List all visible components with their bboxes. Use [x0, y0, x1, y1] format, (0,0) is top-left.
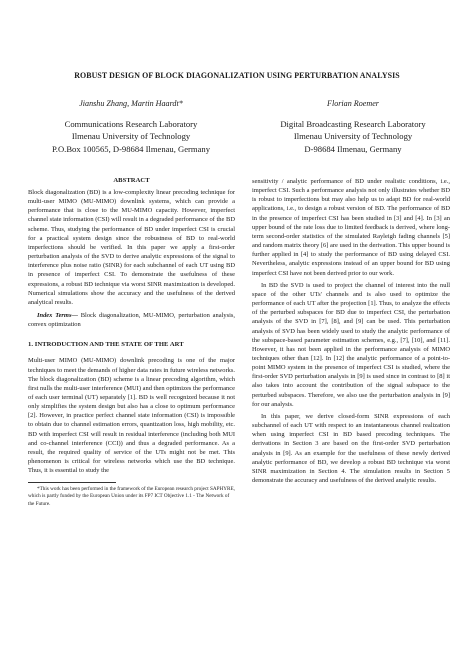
author-block-left [24, 98, 238, 155]
abstract-heading: ABSTRACT [113, 177, 150, 184]
paper-title: ROBUST DESIGN OF BLOCK DIAGONALIZATION USING PERTURBATION ANALYSIS [74, 71, 400, 80]
section1-paragraph: Multi-user MIMO (MU-MIMO) downlink precoding is one of the major techniques to meet the demands of higher data rates in future wireless networks. The block diagonalization (BD) scheme is a linear precoding algorithm, which first nulls the multi-user interference (MUI) and then optimizes the performance of each user terminal (UT) separately [1]. BD is well recognized because it not only simplifies the system design but also has a close to optimum performance [2]. However, in practice perfect channel state information (CSI) is impossible to obtain due to channel estimation errors, quantization loss, high mobility, etc. BD with imperfect CSI will result in residual interference (including both MUI and co-channel interference (CCI)) and thus a degraded performance. As a result, the required quality of service of the UTs might not be met. This phenomenon is critical for wireless networks which use the BD technique. Thus, it is essential to study the [28, 357, 235, 475]
affiliation-line: Ilmenau University of Technology [293, 131, 413, 142]
right-paragraph-3: In this paper, we derive closed-form SINR expressions of each subchannel of each UT with respect to an instantaneous channel realization when using imperfect CSI in BD based precoding techniques. The derivations in Section 3 are based on the first-order SVD perturbation analysis in [9]. As an example for the usefulness of these newly derived analytic performance of BD, we develop a robust BD technique via worst SINR maximization in Section 4. The simulation results in Section 5 demonstrate the accuracy and usefulness of the derived analytic results. [252, 412, 450, 484]
affiliation-line: P.O.Box 100565, D-98684 Ilmenau, Germany [51, 143, 210, 154]
right-column [252, 177, 450, 485]
index-terms [28, 311, 235, 329]
abstract-text: Block diagonalization (BD) is a low-complexity linear precoding technique for multi-user MIMO (MU-MIMO) downlink systems, which can provide a performance that is close to the MU-MIMO capacity. However, imperfect channel state information (CSI) will result in a degraded performance of the BD scheme. Thus, studying the performance of BD under imperfect CSI is crucial for a practical system design since the robustness of BD to real-world imperfections should be verified. In this paper we apply a first-order perturbation analysis of the SVD to derive analytic expressions of the signal to interference plus noise ratio (SINR) for each subchannel of each UT using BD in presence of imperfect CSI. To demonstrate the usefulness of these expressions, a robust BD technique via worst SINR maximization is developed. Numerical simulations show the accuracy and the usefulness of the derived analytical results. [28, 189, 235, 306]
affiliation-line: Digital Broadcasting Research Laboratory [280, 118, 426, 129]
footnote-divider [28, 482, 116, 483]
author-names-right: Florian Roemer [327, 99, 379, 108]
author-block-right [246, 98, 460, 155]
footnote: *This work has been performed in the framework of the European research project SAPHYRE, which is partly funded by the European Union under its FP7 ICT Objective 1.1 - The Network of the Future. [28, 486, 235, 507]
index-terms-text: Block diagonalization, MU-MIMO, perturbation analysis, convex optimization [28, 312, 235, 329]
affiliation-line: Ilmenau University of Technology [71, 131, 191, 142]
author-names-left: Jianshu Zhang, Martin Haardt* [79, 99, 183, 108]
affiliation-line: Communications Research Laboratory [64, 118, 198, 129]
right-paragraph-2: In BD the SVD is used to project the channel of interest into the null space of the other UTs' channels and is also used to optimize the performance of each UT after the projection [1]. Thus, to analyze the effects of the perturbed subspaces for BD due to imperfect CSI, the perturbation analysis of the SVD in [7], [8], and [9] can be used. This perturbation analysis of SVD has been widely used to study the analytic performance of the subspace-based parameter estimation schemes, e.g., [7], [10], and [11]. However, it has not been applied in the performance analysis of MIMO techniques other than [12]. In [12] the analytic performance of a point-to-point MIMO system in the presence of imperfect CSI is studied, where the first-order SVD perturbation analysis in [9] is used since in contrast to [8] it also takes into account the contribution of the signal subspace to the perturbed subspaces. Therefore, we also use the perturbation analysis in [9] for our analysis. [252, 281, 450, 408]
left-column [28, 176, 235, 508]
right-paragraph-1: sensitivity / analytic performance of BD under realistic conditions, i.e., imperfect CSI. Such a performance analysis not only illustrates whether BD is robust to imperfections but may also help us to adapt BD for real-world applications, i.e., to design a robust version of BD. The performance of BD in the presence of imperfect CSI has been studied in [3] and [4]. In [3] an upper bound of the rate loss due to limited feedback is derived, where long-term second-order statistics of the simulated Rayleigh fading channels [5] and random matrix theory [6] are used in the derivation. This upper bound is further applied in [4] to study the performance of BD using delayed CSI. Nevertheless, analytic expressions instead of an upper bound for BD using imperfect CSI have not been derived prior to our work. [252, 178, 450, 277]
index-terms-label: Index Terms— [37, 312, 78, 320]
affiliation-line: D-98684 Ilmenau, Germany [304, 143, 402, 154]
section-heading: 1. INTRODUCTION AND THE STATE OF THE ART [28, 341, 184, 349]
